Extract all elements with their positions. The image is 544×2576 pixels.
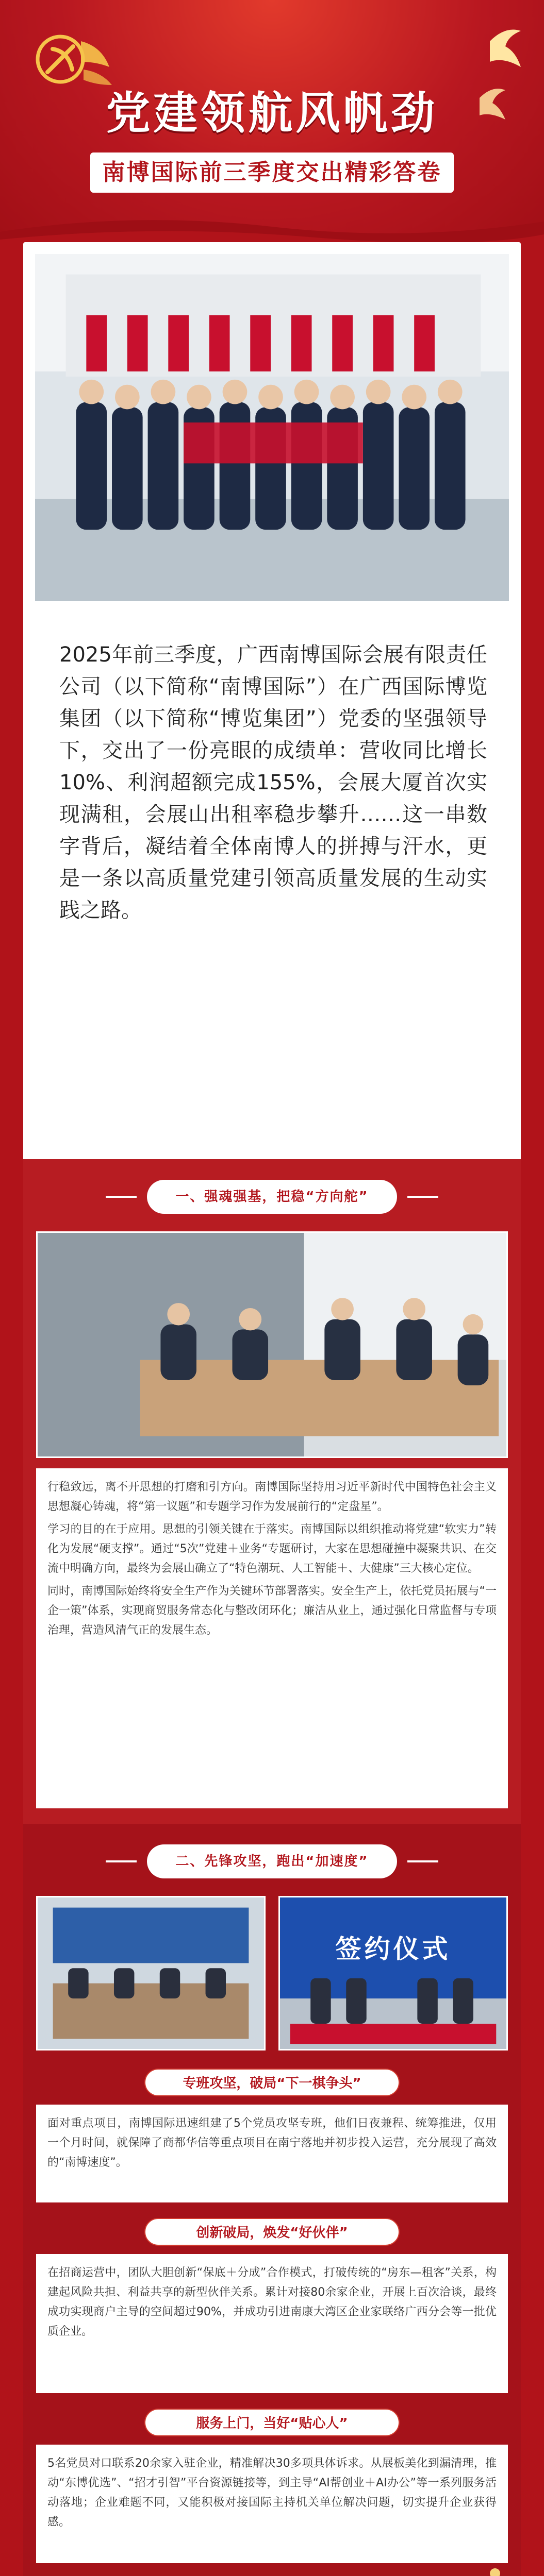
section-2-paragraph-1: 面对重点项目，南博国际迅速组建了5个党员攻坚专班，他们日夜兼程、统筹推进，仅用一个月时间，就保障了商都华信等重点项目在南宁落地并初步投入运营，充分展现了高效的“南博速度”。 <box>36 2105 508 2202</box>
flower-decoration-icon <box>477 2566 513 2576</box>
content-card <box>23 242 521 2576</box>
section-1-text-box <box>36 1468 508 1808</box>
section-2-paragraph-2: 在招商运营中，团队大胆创新“保底＋分成”合作模式，打破传统的“房东—租客”关系，构建起风险共担、利益共享的新型伙伴关系。累计对接80余家企业，开展上百次洽谈，最终成功实现商户主导的空间超过90%，并成功引进南康大湾区企业家联络广西分会等一批优质企业。 <box>36 2254 508 2393</box>
signing-ceremony-photo <box>278 1896 508 2050</box>
meeting-photo-image <box>38 1233 506 1456</box>
header-wave-decoration <box>0 206 544 247</box>
section-2-heading: 二、先锋攻坚，跑出“加速度” <box>147 1844 397 1878</box>
section-1-paragraph-3: 同时，南博国际始终将安全生产作为关键环节部署落实。安全生产上，依托党员拓展与“一企一策”体系，实现商贸服务常态化与整改闭环化；廉洁从业上，通过强化日常监督与专项治理，营造风清气正的发展生态。 <box>47 1585 497 1637</box>
group-photo-image <box>35 254 509 601</box>
meeting-photo <box>36 1231 508 1458</box>
page-title: 党建领航风帆劲 <box>106 88 438 139</box>
section-2-tag-1: 专班攻坚，破局“下一棋争头” <box>144 2069 400 2096</box>
group-photo <box>34 252 510 603</box>
intro-paragraph: 2025年前三季度，广西南博国际会展有限责任公司（以下简称“南博国际”）在广西国际博览集团（以下简称“博览集团”）党委的坚强领导下，交出了一份亮眼的成绩单：营收同比增长10%、利润超额完成155%，会展大厦首次实现满租，会展山出租率稳步攀升……这一串数字背后，凝结着全体南博人的拼搏与汗水，更是一条以高质量党建引领高质量发展的生动实践之路。 <box>59 643 487 922</box>
hero-header <box>0 0 544 242</box>
section-2-tag-3: 服务上门，当好“贴心人” <box>144 2409 400 2436</box>
signing-banner-text: 签约仪式 <box>335 1934 451 1964</box>
seminar-photo-image <box>38 1897 264 2049</box>
section-2-paragraph-3: 5名党员对口联系20余家入驻企业，精准解决30多项具体诉求。从展板美化到漏清理，推动“东博优选”、“招才引智”平台资源链接等，到主导“AI帮创业＋AI办公”等一系列服务活动落地；企业难题不同，又能积极对接国际主持机关单位解决问题，切实提升企业获得感。 <box>36 2445 508 2563</box>
section-1-band <box>23 1159 521 1824</box>
section-2-tag-2: 创新破局，焕发“好伙伴” <box>144 2218 400 2246</box>
seminar-photo <box>36 1896 266 2050</box>
section-1-heading: 一、强魂强基，把稳“方向舵” <box>147 1180 397 1214</box>
signing-ceremony-image <box>280 1897 506 2049</box>
page-subtitle: 南博国际前三季度交出精彩答卷 <box>90 152 454 193</box>
section-1-paragraph-2: 学习的目的在于应用。思想的引领关键在于落实。南博国际以组织推动将党建“软实力”转化为发展“硬支撑”。通过“5次”党建＋业务“专题研讨，大家在思想碰撞中凝聚共识、在交流中明确方向，最终为会展山确立了“特色潮玩、人工智能＋、大健康”三大核心定位。 <box>47 1523 497 1575</box>
section-2-band <box>23 1824 521 2576</box>
section-1-paragraph-1: 行稳致远，离不开思想的打磨和引方向。南博国际坚持用习近平新时代中国特色社会主义思想凝心铸魂，将“第一议题”和专题学习作为发展前行的“定盘星”。 <box>47 1481 497 1513</box>
